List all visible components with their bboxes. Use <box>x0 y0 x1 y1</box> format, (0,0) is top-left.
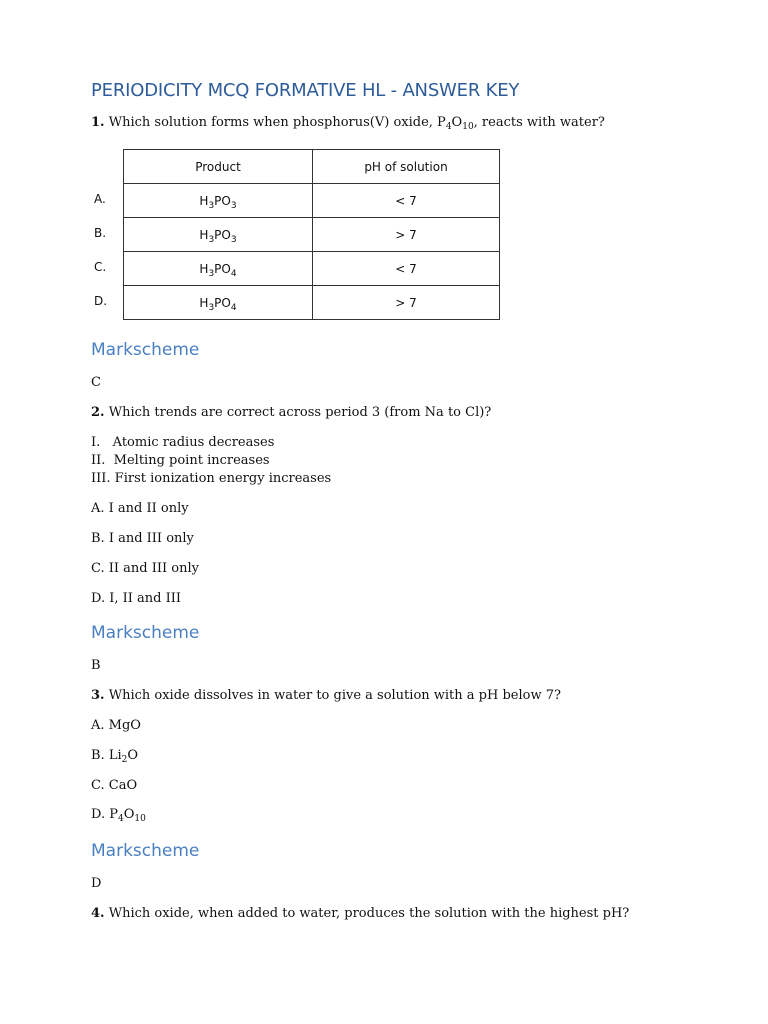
question-number: 2. <box>91 405 105 420</box>
answer-option: A. I and II only <box>91 501 189 516</box>
table-row <box>124 286 500 320</box>
markscheme-answer: B <box>91 658 101 673</box>
page-title: PERIODICITY MCQ FORMATIVE HL - ANSWER KEY <box>91 80 520 101</box>
product-cell: $H_3PO_4$ <box>124 252 313 286</box>
question-text: Which solution forms when phosphorus(V) oxide, P <box>108 115 446 130</box>
answer-options-table <box>123 149 500 320</box>
question-text: Which oxide, when added to water, produces the solution with the highest pH? <box>108 906 630 921</box>
markscheme-answer: D <box>91 876 102 891</box>
question-number: 3. <box>91 688 105 703</box>
table-row <box>124 252 500 286</box>
table-row <box>124 218 500 252</box>
row-label: D. <box>94 294 108 308</box>
ph-cell: > 7 <box>313 218 500 252</box>
row-label: A. <box>94 192 106 206</box>
question-text: Which trends are correct across period 3 (from Na to Cl)? <box>108 405 492 420</box>
answer-option: B. $Li_2O$ <box>91 748 139 765</box>
question-2 <box>91 405 491 420</box>
column-header-product: Product <box>124 150 313 184</box>
question-text: Which oxide dissolves in water to give a solution with a pH below 7? <box>108 688 561 703</box>
answer-option: C. II and III only <box>91 561 199 576</box>
markscheme-heading: Markscheme <box>91 340 200 360</box>
product-cell: $H_3PO_3$ <box>124 218 313 252</box>
answer-option: D. I, II and III <box>91 591 182 606</box>
markscheme-heading: Markscheme <box>91 841 200 861</box>
statement-item: I. Atomic radius decreases <box>91 435 275 450</box>
statement-item: III. First ionization energy increases <box>91 471 332 486</box>
answer-option: C. CaO <box>91 778 138 793</box>
row-label: B. <box>94 226 107 240</box>
ph-cell: < 7 <box>313 252 500 286</box>
question-4 <box>91 906 629 921</box>
product-cell: $H_3PO_4$ <box>124 286 313 320</box>
markscheme-answer: C <box>91 375 101 390</box>
question-number: 1. <box>91 115 105 130</box>
table-header-row <box>124 150 500 184</box>
markscheme-heading: Markscheme <box>91 623 200 643</box>
ph-cell: < 7 <box>313 184 500 218</box>
question-1: 1. Which solution forms when phosphorus(V) oxide, $P_4O_{10}$, reacts with water? <box>91 115 605 132</box>
row-label: C. <box>94 260 107 274</box>
answer-option: B. I and III only <box>91 531 194 546</box>
question-number: 4. <box>91 906 105 921</box>
ph-cell: > 7 <box>313 286 500 320</box>
statement-item: II. Melting point increases <box>91 453 270 468</box>
product-cell: $H_3PO_3$ <box>124 184 313 218</box>
column-header-ph: pH of solution <box>313 150 500 184</box>
answer-option: A. MgO <box>91 718 141 733</box>
question-3 <box>91 688 561 703</box>
table-row <box>124 184 500 218</box>
answer-option: D. $P_4O_{10}$ <box>91 807 146 824</box>
